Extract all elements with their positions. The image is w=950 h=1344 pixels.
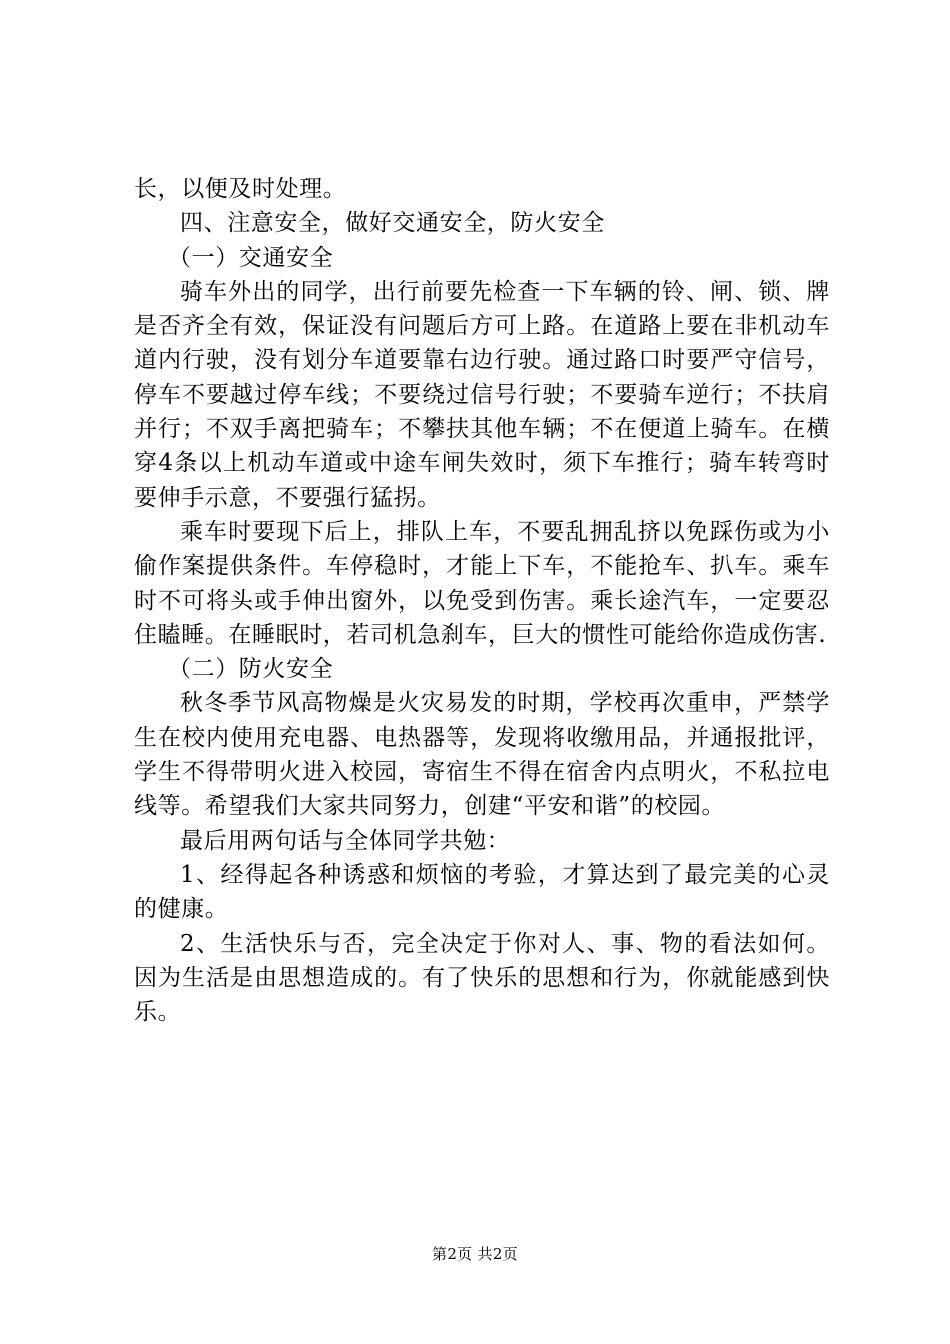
paragraph-continuation: 长，以便及时处理。 [134,176,347,202]
heading-section-four: 四、注意安全，做好交通安全，防火安全 [180,210,605,237]
paragraph-fire-rules: 秋冬季节风高物燥是火灾易发的时期，学校再次重申，严禁学生在校内使用充电器、电热器等，发现将收缴用品，并通报批评，学生不得带明火进入校园，寄宿生不得在宿舍内点明火，不私拉电线等。希望我们大家共同努力，创建“平安和谐”的校园。 [134,690,830,820]
page-number-footer: 第2页 共2页 [432,1245,518,1263]
subheading-fire-safety: （二）防火安全 [168,656,334,683]
paragraph-riding-bus: 乘车时要现下后上，排队上车，不要乱拥乱挤以免踩伤或为小偷作案提供条件。车停稳时，才能上下车，不能抢车、扒车。乘车时不可将头或手伸出窗外，以免受到伤害。乘长途汽车，一定要忍住瞌睡。在睡眠时，若司机急刹车，巨大的惯性可能给你造成伤害. [134,518,830,648]
subheading-traffic-safety: （一）交通安全 [168,244,334,271]
paragraph-motto-two: 2、生活快乐与否，完全决定于你对人、事、物的看法如何。因为生活是由思想造成的。有了快乐的思想和行为，你就能感到快乐。 [134,930,830,1026]
document-body [134,172,830,1029]
paragraph-cycling-rules: 骑车外出的同学，出行前要先检查一下车辆的铃、闸、锁、牌是否齐全有效，保证没有问题后方可上路。在道路上要在非机动车道内行驶，没有划分车道要靠右边行驶。通过路口时要严守信号，停车不要越过停车线；不要绕过信号行驶；不要骑车逆行；不扶肩并行；不双手离把骑车；不攀扶其他车辆；不在便道上骑车。在横穿4条以上机动车道或中途车闸失效时，须下车推行；骑车转弯时要伸手示意，不要强行猛拐。 [134,278,830,511]
paragraph-closing-intro: 最后用两句话与全体同学共勉： [180,827,511,854]
paragraph-motto-one: 1、经得起各种诱惑和烦恼的考验，才算达到了最完美的心灵的健康。 [134,861,830,923]
